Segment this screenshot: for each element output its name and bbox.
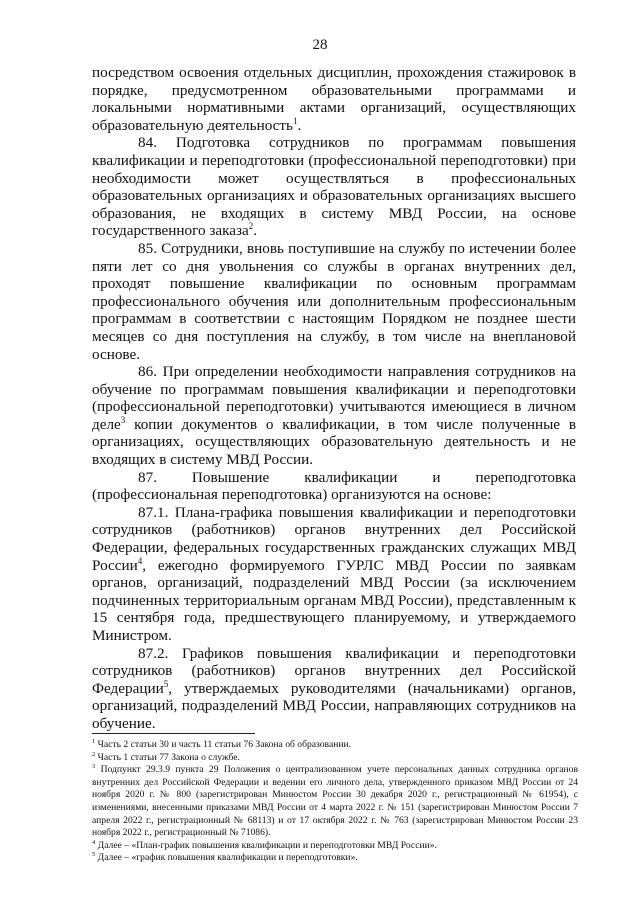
footnote-separator bbox=[92, 733, 255, 734]
paragraph-86: 86. При определении необходимости направления сотрудников на обучение по программам повышения квалификации и переподготовки (профессиональной переподготовки) учитываются имеющиеся в личном деле$^3$ копии документов о квалификации, в том числе полученные в организациях, осуществляющих образовательную деятельность и не входящих в систему МВД России. bbox=[92, 363, 576, 469]
footnote-1: $^1$ Часть 2 статьи 30 и часть 11 статьи 76 Закона об образовании. bbox=[92, 737, 352, 750]
footnote-5: $^5$ Далее – «график повышения квалификации и переподготовки». bbox=[92, 851, 358, 864]
page-number: 28 bbox=[312, 37, 328, 53]
footnote-ref-5: 5 bbox=[163, 678, 169, 689]
footnote-ref-1: 1 bbox=[292, 115, 298, 126]
footnote-ref-2: 2 bbox=[248, 221, 254, 232]
footnote-2: $^2$ Часть 1 статьи 77 Закона о службе. bbox=[92, 750, 240, 763]
footnote-3: $^3$ Подпункт 29.3.9 пункта 29 Положения о централизованном учете персональных данных сотрудника органов внутренних дел Российской Федерации и ведении его личного дела, утвержденного приказом МВД России от 24 ноября 2020 г. № 800 (зарегистрирован Минюстом России 30 декабря 2020 г., регистрационный № 61954), с изменениями, внесенными приказами МВД России от 4 марта 2022 г. № 151 (зарегистрирован Минюстом России 7 апреля 2022 г., регистрационный № 68113) и от 17 октября 2022 г. № 763 (зарегистрирован Минюстом России 23 ноября 2022 г., регистрационный № 71086). bbox=[92, 763, 578, 839]
paragraph-87-2: 87.2. Графиков повышения квалификации и переподготовки сотрудников (работников) органов внутренних дел Российской Федерации$^5$, утверждаемых руководителями (начальниками) органов, организаций, подразделений МВД России, направляющих сотрудников на обучение. bbox=[92, 644, 576, 732]
paragraph-87: 87. Повышение квалификации и переподготовка (профессиональная переподготовка) организуются на основе: bbox=[92, 468, 576, 504]
footnotes bbox=[92, 739, 578, 865]
paragraph-85: 85. Сотрудники, вновь поступившие на службу по истечении более пяти лет со дня увольнения со службы в органах внутренних дел, проходят повышение квалификации по основным программам профессионального обучения или дополнительным профессиональным программам в соответствии с настоящим Порядком не позднее шести месяцев со дня поступления на службу, в том числе на внеплановой основе. bbox=[92, 239, 576, 363]
paragraph-84: 84. Подготовка сотрудников по программам повышения квалификации и переподготовки (профессиональной переподготовки) при необходимости может осуществляться в профессиональных образовательных организациях и образовательных организациях высшего образования, не входящих в систему МВД России, на основе государственного заказа$^2$. bbox=[92, 134, 576, 240]
paragraph-continuation: посредством освоения отдельных дисциплин, прохождения стажировок в порядке, предусмотренном образовательными программами и локальными нормативными актами организаций, осуществляющих образовательную деятельность$^1$. bbox=[92, 64, 576, 134]
body-text bbox=[92, 64, 576, 733]
footnote-ref-4: 4 bbox=[137, 555, 143, 566]
footnote-4: $^4$ Далее – «План-график повышения квалификации и переподготовки МВД России». bbox=[92, 838, 437, 851]
footnote-ref-3: 3 bbox=[120, 414, 126, 425]
paragraph-87-1: 87.1. Плана-графика повышения квалификации и переподготовки сотрудников (работников) органов внутренних дел Российской Федерации, федеральных государственных гражданских служащих МВД России$^4$, ежегодно формируемого ГУРЛС МВД России по заявкам органов, организаций, подразделений МВД России (за исключением подчиненных территориальным органам МВД России), представленным к 15 сентября года, предшествующего планируемому, и утверждаемого Министром. bbox=[92, 503, 576, 644]
